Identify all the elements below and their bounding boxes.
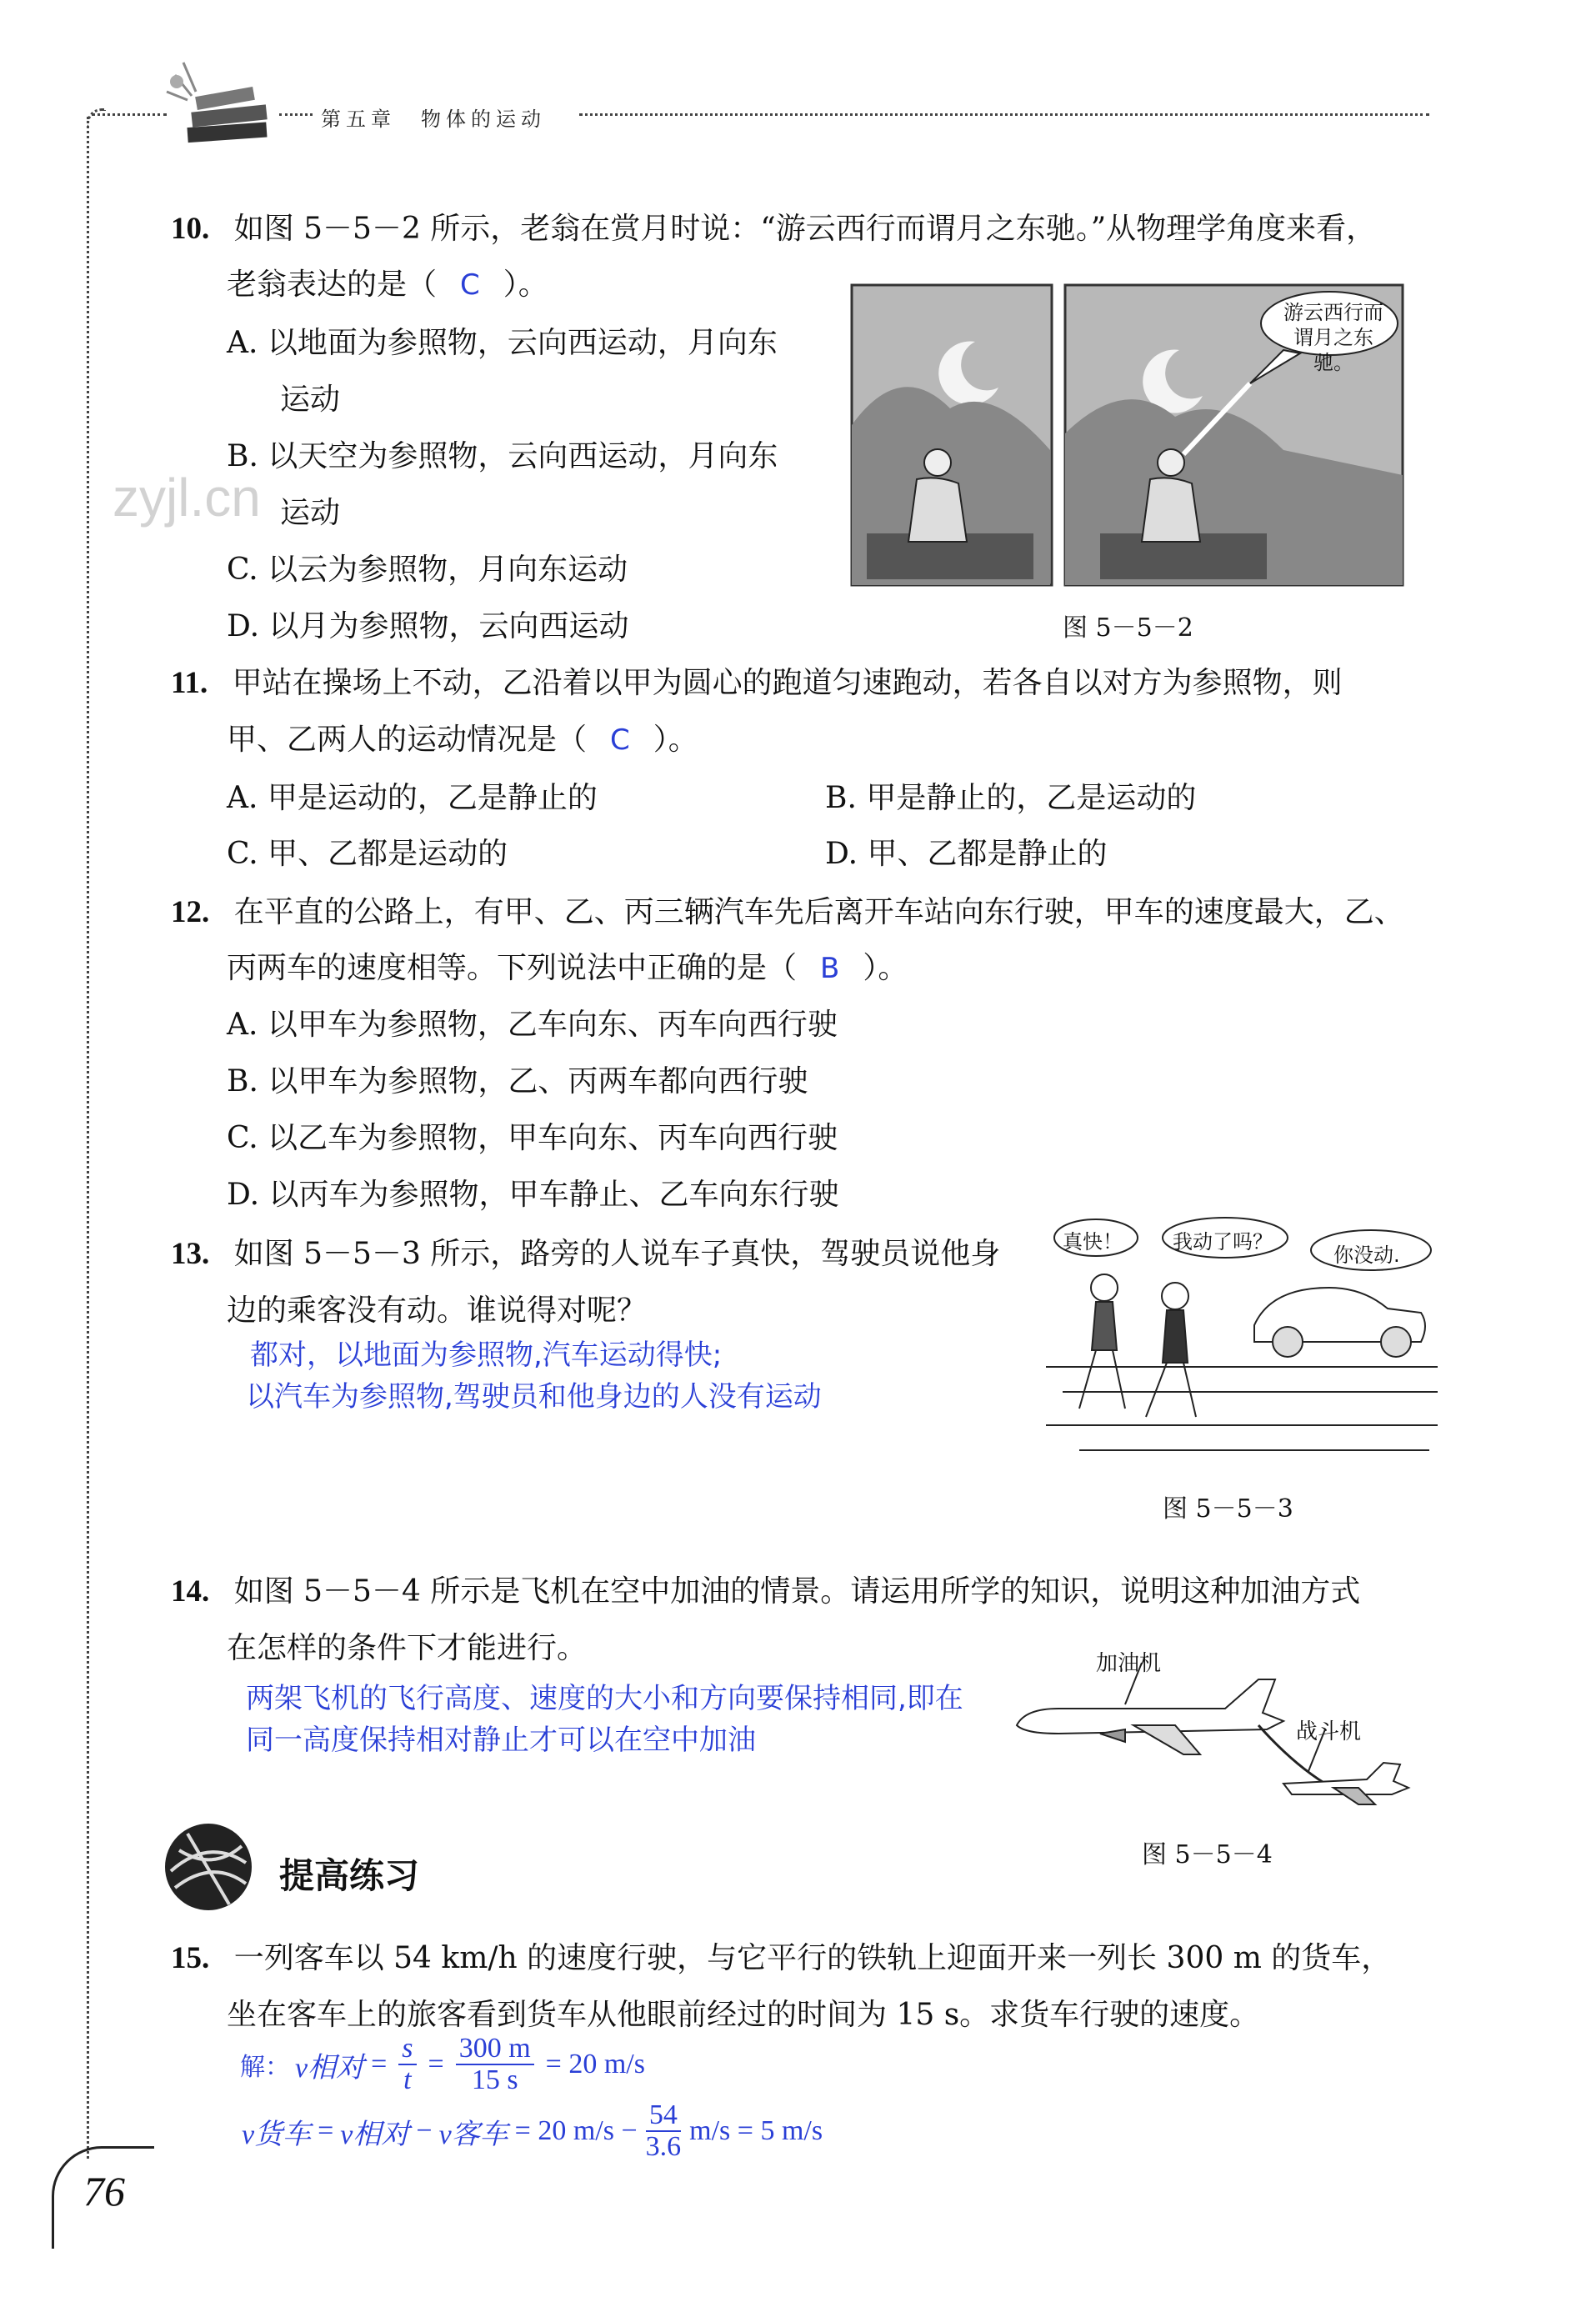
eq2-result: m/s = 5 m/s bbox=[689, 2115, 823, 2146]
sol-label: 解： bbox=[240, 2053, 290, 2082]
page-number: 76 bbox=[83, 2168, 125, 2214]
minus-sign: − bbox=[416, 2115, 433, 2146]
q14-stem-line2: 在怎样的条件下才能进行。 bbox=[227, 1631, 588, 1665]
label-tanker: 加油机 bbox=[1096, 1651, 1162, 1676]
bubble-line2: 谓月之东驰。 bbox=[1293, 326, 1373, 374]
fig-5-5-3-bubble-1: 真快！ bbox=[1063, 1230, 1123, 1254]
eq-sign-1: = bbox=[371, 2049, 388, 2079]
q11-answer: C bbox=[610, 723, 630, 757]
header-logo bbox=[158, 58, 283, 154]
q11-option-c: C. 甲、乙都是运动的 bbox=[227, 837, 508, 871]
frac-t: t bbox=[403, 2064, 412, 2095]
q11-option-d: D. 甲、乙都是静止的 bbox=[825, 837, 1108, 871]
q13-number: 13. bbox=[171, 1237, 210, 1271]
q15-solution-line1 bbox=[240, 2034, 645, 2095]
q14-stem1: 如图 5－5－4 所示是飞机在空中加油的情景。请运用所学的知识，说明这种加油方式 bbox=[233, 1574, 1361, 1609]
header-dots-mid bbox=[279, 113, 313, 116]
q11-stem1: 甲站在操场上不动，乙沿着以甲为圆心的跑道匀速跑动，若各自以对方为参照物，则 bbox=[232, 666, 1343, 700]
fig-5-5-3-bubble-2: 我动了吗？ bbox=[1173, 1230, 1273, 1254]
q14-answer-line1: 两架飞机的飞行高度、速度的大小和方向要保持相同,即在 bbox=[246, 1682, 963, 1715]
q11-option-a: A. 甲是运动的，乙是静止的 bbox=[227, 781, 598, 815]
q15-stem-line2: 坐在客车上的旅客看到货车从他眼前经过的时间为 15 s。求货车行驶的速度。 bbox=[227, 1998, 1260, 2032]
q10-answer: C bbox=[460, 268, 480, 302]
fraction-300-over-15 bbox=[456, 2034, 534, 2095]
eq2-mid: = 20 m/s − bbox=[514, 2115, 638, 2146]
q15-stem-line1 bbox=[171, 1942, 1391, 1975]
q11-stem-line1 bbox=[171, 667, 1343, 700]
page-border-corner bbox=[87, 108, 106, 128]
q13-answer-line1: 都对，以地面为参照物,汽车运动得快; bbox=[250, 1339, 723, 1372]
q11-stem2-pre: 甲、乙两人的运动情况是（ bbox=[227, 723, 588, 757]
q10-option-b-cont: 运动 bbox=[280, 496, 341, 530]
q14-stem-line1 bbox=[171, 1575, 1360, 1609]
q12-option-d: D. 以丙车为参照物，甲车静止、乙车向东行驶 bbox=[227, 1178, 839, 1212]
q15-solution-line2 bbox=[242, 2100, 823, 2162]
q10-option-d: D. 以月为参照物，云向西运动 bbox=[227, 609, 629, 643]
figure-5-5-2 bbox=[850, 283, 1404, 588]
eq-sign-3: = bbox=[318, 2115, 334, 2146]
fraction-s-over-t bbox=[398, 2034, 416, 2095]
q13-answer-line2: 以汽车为参照物,驾驶员和他身边的人没有运动 bbox=[246, 1380, 822, 1414]
q10-stem-line2 bbox=[227, 268, 548, 302]
watermark: zyjl.cn bbox=[113, 468, 261, 528]
bubble-line1: 游云西行而 bbox=[1283, 301, 1383, 324]
q10-stem2-pre: 老翁表达的是（ bbox=[227, 268, 438, 302]
frac-54: 54 bbox=[646, 2100, 681, 2132]
q12-number: 12. bbox=[171, 895, 210, 929]
q12-answer: B bbox=[820, 952, 840, 985]
frac-300m: 300 m bbox=[456, 2034, 534, 2065]
q11-number: 11. bbox=[171, 666, 208, 700]
q12-option-b: B. 以甲车为参照物，乙、丙两车都向西行驶 bbox=[227, 1064, 808, 1098]
frac-s: s bbox=[398, 2034, 416, 2065]
fig-5-5-3-caption: 图 5－5－3 bbox=[1163, 1494, 1293, 1524]
q11-option-b: B. 甲是静止的，乙是运动的 bbox=[825, 781, 1197, 815]
figure-5-5-4 bbox=[1008, 1646, 1425, 1813]
v-bus: v客车 bbox=[438, 2119, 508, 2150]
chapter-title: 第五章 物体的运动 bbox=[321, 108, 546, 131]
q12-stem1: 在平直的公路上，有甲、乙、丙三辆汽车先后离开车站向东行驶，甲车的速度最大，乙、 bbox=[233, 895, 1404, 929]
q14-number: 14. bbox=[171, 1574, 210, 1609]
fig-5-5-2-bubble bbox=[1275, 300, 1392, 375]
q10-number: 10. bbox=[171, 212, 210, 246]
fig-5-5-2-caption: 图 5－5－2 bbox=[1063, 613, 1193, 643]
label-fighter: 战斗机 bbox=[1296, 1719, 1362, 1744]
q10-option-a-cont: 运动 bbox=[280, 383, 341, 417]
q13-stem-line1 bbox=[171, 1238, 1000, 1271]
q10-option-a: A. 以地面为参照物，云向西运动，月向东 bbox=[227, 326, 778, 360]
q15-number: 15. bbox=[171, 1941, 210, 1975]
q14-answer-line2: 同一高度保持相对静止才可以在空中加油 bbox=[246, 1724, 756, 1757]
q13-stem-line2: 边的乘客没有动。谁说得对呢？ bbox=[227, 1294, 648, 1328]
frac-15s: 15 s bbox=[471, 2064, 518, 2095]
q12-stem2-pre: 丙两车的速度相等。下列说法中正确的是（ bbox=[227, 951, 798, 985]
q15-stem1: 一列客车以 54 km/h 的速度行驶，与它平行的铁轨上迎面开来一列长 300 m 的货车， bbox=[233, 1941, 1392, 1975]
q10-option-c: C. 以云为参照物，月向东运动 bbox=[227, 553, 628, 587]
fraction-54-over-3.6 bbox=[643, 2100, 685, 2162]
figure-5-5-3 bbox=[1046, 1209, 1438, 1459]
q10-stem-line1 bbox=[171, 213, 1376, 246]
eq-sign-2: = bbox=[428, 2049, 444, 2079]
eq1-result: = 20 m/s bbox=[545, 2049, 645, 2079]
q12-stem-line2 bbox=[227, 952, 908, 985]
q12-option-c: C. 以乙车为参照物，甲车向东、丙车向西行驶 bbox=[227, 1121, 838, 1155]
v-truck: v货车 bbox=[242, 2119, 312, 2150]
q13-stem1: 如图 5－5－3 所示，路旁的人说车子真快，驾驶员说他身 bbox=[233, 1237, 1001, 1271]
fig-5-5-4-caption: 图 5－5－4 bbox=[1142, 1840, 1273, 1869]
frac-3.6: 3.6 bbox=[645, 2131, 682, 2162]
q11-stem2-post: ）。 bbox=[653, 723, 698, 757]
q12-option-a: A. 以甲车为参照物，乙车向东、丙车向西行驶 bbox=[227, 1008, 838, 1042]
q10-stem2-post: ）。 bbox=[503, 268, 548, 302]
v-rel-2: v相对 bbox=[340, 2119, 410, 2150]
q10-option-b: B. 以天空为参照物，云向西运动，月向东 bbox=[227, 439, 778, 473]
section-title: 提高练习 bbox=[279, 1855, 420, 1896]
header-dots-right bbox=[579, 113, 1429, 116]
q10-stem1: 如图 5－5－2 所示，老翁在赏月时说：“游云西行而谓月之东驰。”从物理学角度来看， bbox=[233, 212, 1377, 246]
v-rel: v相对 bbox=[295, 2052, 365, 2084]
q12-stem2-post: ）。 bbox=[863, 951, 908, 985]
fig-5-5-3-bubble-3: 你没动. bbox=[1333, 1244, 1400, 1267]
page-border-left bbox=[87, 117, 89, 2159]
q12-stem-line1 bbox=[171, 896, 1404, 929]
section-icon bbox=[163, 1821, 254, 1913]
q11-stem-line2 bbox=[227, 723, 698, 757]
